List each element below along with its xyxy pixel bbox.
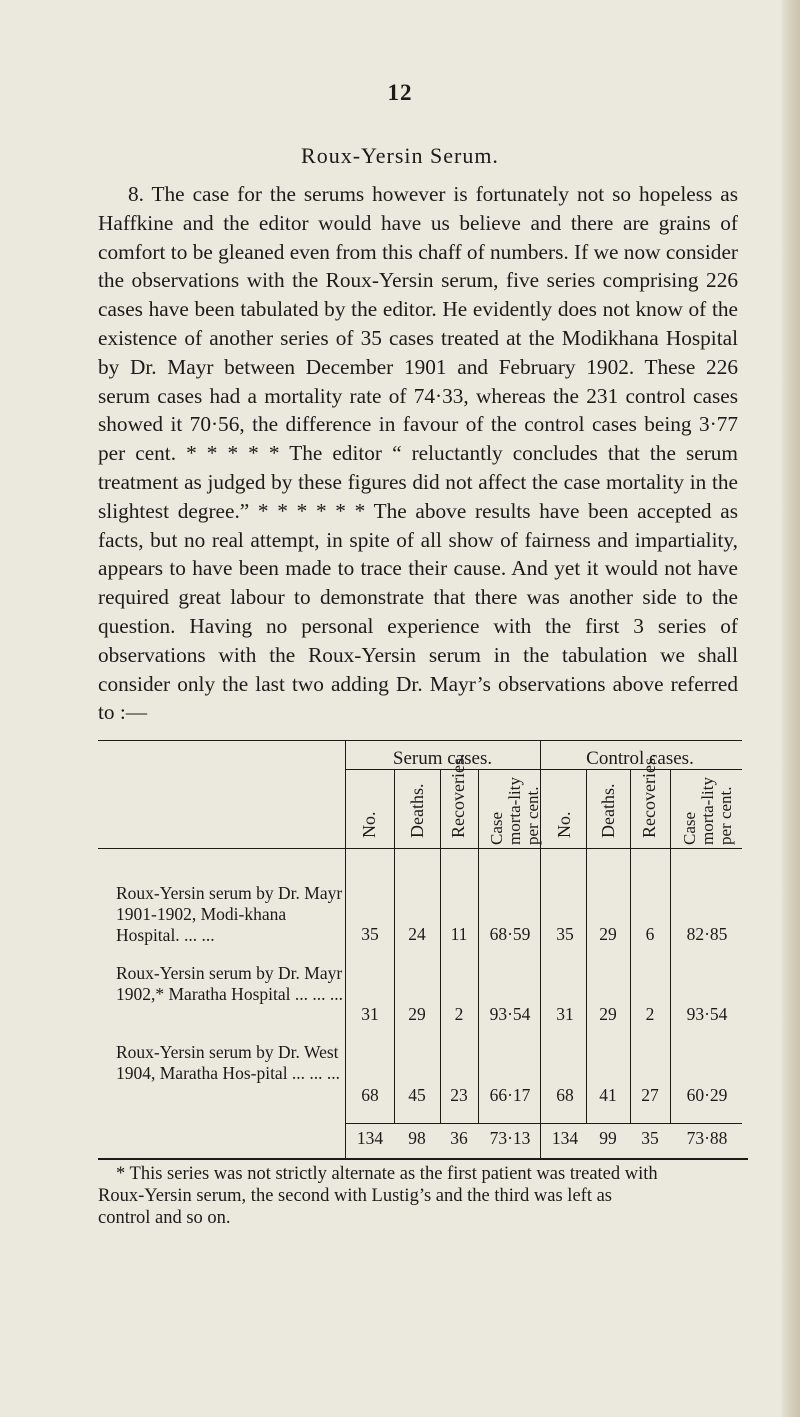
page-edge-shadow [782, 0, 800, 1417]
col-header-recoveries: Recoveries. [639, 753, 659, 838]
table-bottom-rule [98, 1158, 748, 1160]
section-title: Roux-Yersin Serum. [301, 143, 499, 168]
table-cell: 24 [408, 924, 426, 944]
footnote-line: control and so on. [98, 1208, 231, 1228]
table-cell: 31 [361, 1004, 379, 1024]
table-divider [440, 769, 441, 1123]
table-total: 99 [599, 1128, 617, 1148]
table-cell: 29 [599, 924, 617, 944]
table-total: 73·13 [489, 1128, 531, 1148]
table-cell: 68 [361, 1085, 379, 1105]
table-top-rule [98, 740, 742, 741]
table-cell: 2 [454, 1004, 464, 1024]
table-cell: 29 [408, 1004, 426, 1024]
col-header-no: No. [554, 811, 574, 838]
page-number: 12 [387, 80, 413, 105]
serum-cases-heading: Serum cases. [392, 748, 493, 769]
table-total: 134 [356, 1128, 384, 1148]
footnote [98, 1163, 758, 1229]
col-header-mortality: Case morta-lity per cent. [680, 777, 735, 845]
paragraph-text: 8. The case for the serums however is fortunately not so hopeless as Haffkine and the editor would have us believe and there are grains of comfort to be gleaned even from this chaff of numbers. If we now consider the observations with the Roux-Yersin serum, five series comprising 226 cases have been tabulated by the editor. He evidently does not know of the existence of another series of 35 cases treated at the Modikhana Hospital by Dr. Mayr between December 1901 and February 1902. These 226 serum cases had a mortality rate of 74·33, whereas the 231 control cases showed it 70·56, the difference in favour of the control cases being 3·77 per cent. * * * * * The editor “ reluctantly concludes that the serum treatment as judged by these figures did not affect the case mortality in the slightest degree.” * * * * * * The above results have been accepted as facts, but no real attempt, in spite of all show of fairness and impartiality, appears to have been made to trace their cause. And yet it would not have required great labour to demonstrate that there was another side to the question. Having no personal experience with the first 3 series of observations with the Roux-Yersin serum in the tabulation we shall consider only the last two adding Dr. Mayr’s observations above referred to :— [98, 182, 738, 725]
table-row-label: Roux-Yersin serum by Dr. West 1904, Maratha Hos-pital ... ... ... [116, 1042, 341, 1083]
col-header-no: No. [359, 811, 379, 838]
table-divider [394, 769, 395, 1123]
table-cell: 60·29 [686, 1085, 728, 1105]
table-divider [586, 769, 587, 1123]
col-header-deaths: Deaths. [598, 783, 618, 838]
footnote-line: Roux-Yersin serum, the second with Lustig’s and the third was left as [98, 1186, 612, 1206]
table-cell: 93·54 [489, 1004, 531, 1024]
table-cell: 6 [645, 924, 655, 944]
table-total: 134 [551, 1128, 579, 1148]
table-cell: 29 [599, 1004, 617, 1024]
table-cell: 27 [641, 1085, 659, 1105]
table-cell: 11 [450, 924, 468, 944]
col-header-deaths: Deaths. [407, 783, 427, 838]
table-cell: 35 [556, 924, 574, 944]
table-cell: 82·85 [686, 924, 728, 944]
col-header-mortality: Case morta-lity per cent. [487, 777, 542, 845]
table-divider [630, 769, 631, 1123]
table-cell: 93·54 [686, 1004, 728, 1024]
totals-rule [345, 1123, 742, 1124]
table-total: 73·88 [686, 1128, 728, 1148]
table-row-label: Roux-Yersin serum by Dr. Mayr 1901-1902, Modi-khana Hospital. ... ... [116, 883, 343, 945]
table-cell: 68·59 [489, 924, 531, 944]
table-divider [670, 769, 671, 1123]
group-heading-rule [345, 769, 742, 770]
table-cell: 45 [408, 1085, 426, 1105]
col-header-recoveries: Recoveries. [448, 753, 468, 838]
column-heading-rule [98, 848, 742, 849]
table-cell: 23 [450, 1085, 468, 1105]
table-cell: 66·17 [489, 1085, 531, 1105]
control-cases-heading: Control cases. [586, 748, 694, 769]
table-cell: 31 [556, 1004, 574, 1024]
table-total: 98 [408, 1128, 426, 1148]
table-cell: 68 [556, 1085, 574, 1105]
table-divider [478, 769, 479, 1123]
table-cell: 41 [599, 1085, 617, 1105]
table-cell: 35 [361, 924, 379, 944]
table-cell: 2 [645, 1004, 655, 1024]
table-total: 36 [450, 1128, 468, 1148]
body-paragraph [98, 180, 738, 727]
footnote-line: * This series was not strictly alternate as the first patient was treated with [116, 1164, 658, 1184]
table-total: 35 [641, 1128, 659, 1148]
table-row-label: Roux-Yersin serum by Dr. Mayr 1902,* Maratha Hospital ... ... ... [116, 963, 343, 1004]
